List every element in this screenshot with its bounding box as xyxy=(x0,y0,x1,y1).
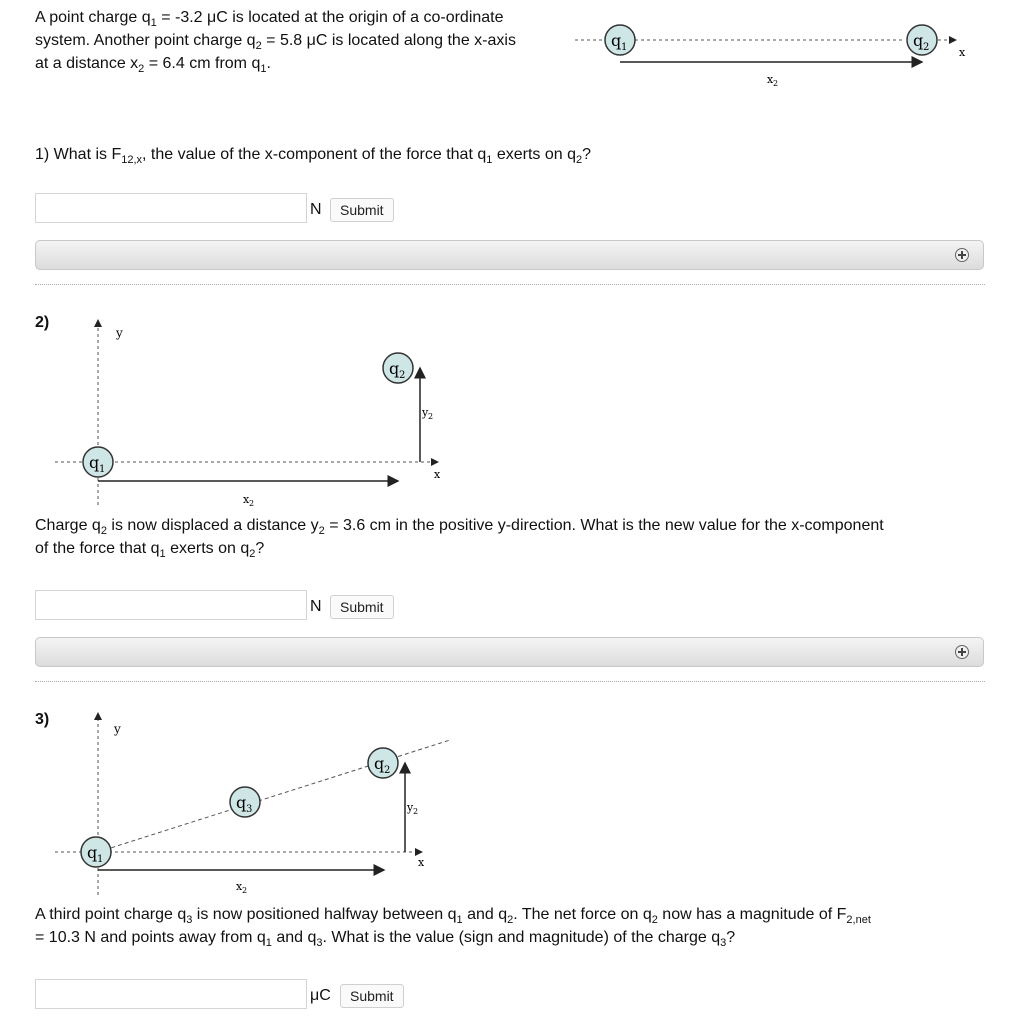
hint-2-bar[interactable] xyxy=(35,637,984,667)
answer-1-unit: N xyxy=(310,201,322,218)
question-2-text: Charge $q_2$ is now displaced a distance $y_2 = 3.6$ cm in the positive y-direction. What is the new value for the x-component of the force that $q_1$ exerts on $q_2$? xyxy=(35,517,884,560)
svg-text:2: 2 xyxy=(428,412,434,421)
x-axis-label: x xyxy=(959,46,966,59)
x2-label xyxy=(236,880,247,895)
svg-text:q: q xyxy=(236,793,247,812)
diagram-charges-on-x-axis xyxy=(570,10,990,95)
svg-text:q: q xyxy=(611,31,622,50)
question-3-text: A third point charge $q_3$ is now positioned halfway between $q_1$ and $q_2$. The net force on $q_2$ now has a magnitude of $F_{2,net}$ = 10.3 N and points away from $q_1$ and $q_3$. What is the value (sign and magnitude) of the charge $q_3$? xyxy=(35,906,871,949)
svg-text:2: 2 xyxy=(413,807,419,816)
svg-text:2: 2 xyxy=(773,79,779,88)
question-2-number: 2) xyxy=(35,314,50,331)
svg-text:x: x xyxy=(243,493,250,506)
svg-text:q: q xyxy=(913,31,924,50)
divider xyxy=(35,284,985,285)
expand-plus-icon[interactable] xyxy=(955,248,969,262)
distance-label xyxy=(767,73,778,88)
charge-q2 xyxy=(368,748,398,778)
answer-3-input[interactable] xyxy=(35,979,307,1009)
svg-text:q: q xyxy=(89,453,100,472)
svg-text:3: 3 xyxy=(246,804,253,815)
answer-2-unit: N xyxy=(310,598,322,615)
answer-1-input[interactable] xyxy=(35,193,307,223)
charge-q3 xyxy=(230,787,260,817)
answer-3-unit: μC xyxy=(310,987,331,1004)
diagram-q3-third-charge xyxy=(50,705,470,900)
intro-text: A point charge $q_1 = -3.2$ μC is located at the origin of a co-ordinate system. Another point charge $q_2 = 5.8$ μC is located along the x-axis at a distance $x_2 = 6.4$ cm from $q_1$. xyxy=(35,9,516,75)
charge-q2 xyxy=(383,353,413,383)
svg-text:x: x xyxy=(236,880,243,893)
hint-1-bar[interactable] xyxy=(35,240,984,270)
y2-label xyxy=(421,406,433,421)
svg-text:q: q xyxy=(389,359,400,378)
x-axis-label: x xyxy=(418,856,425,869)
expand-plus-icon[interactable] xyxy=(955,645,969,659)
svg-text:2: 2 xyxy=(242,886,248,895)
y-axis-label: y xyxy=(114,722,121,736)
x2-label xyxy=(243,493,254,508)
y-axis-label: y xyxy=(116,326,123,340)
svg-text:y: y xyxy=(407,801,414,814)
svg-text:2: 2 xyxy=(399,370,406,381)
charge-q1 xyxy=(605,25,635,55)
svg-text:q: q xyxy=(87,843,98,862)
submit-3-button[interactable]: Submit xyxy=(340,984,404,1008)
svg-text:1: 1 xyxy=(99,464,106,475)
svg-text:2: 2 xyxy=(384,765,391,776)
charge-q1 xyxy=(83,447,113,477)
charge-q1 xyxy=(81,837,111,867)
y2-label xyxy=(406,801,418,816)
x-axis-label: x xyxy=(434,468,441,481)
answer-2-input[interactable] xyxy=(35,590,307,620)
divider xyxy=(35,681,985,682)
svg-text:x: x xyxy=(767,73,774,86)
question-1-text: 1) What is $F_{12,x}$, the value of the x-component of the force that $q_1$ exerts on $q_2$? xyxy=(35,146,592,166)
diagram-q2-displaced xyxy=(50,310,470,510)
submit-1-button[interactable]: Submit xyxy=(330,198,394,222)
svg-text:y: y xyxy=(422,406,429,419)
svg-text:1: 1 xyxy=(621,42,628,53)
submit-2-button[interactable]: Submit xyxy=(330,595,394,619)
svg-text:2: 2 xyxy=(249,499,255,508)
question-3-number: 3) xyxy=(35,711,50,728)
charge-q2 xyxy=(907,25,937,55)
svg-text:2: 2 xyxy=(923,42,930,53)
svg-text:q: q xyxy=(374,754,385,773)
svg-text:1: 1 xyxy=(97,854,104,865)
